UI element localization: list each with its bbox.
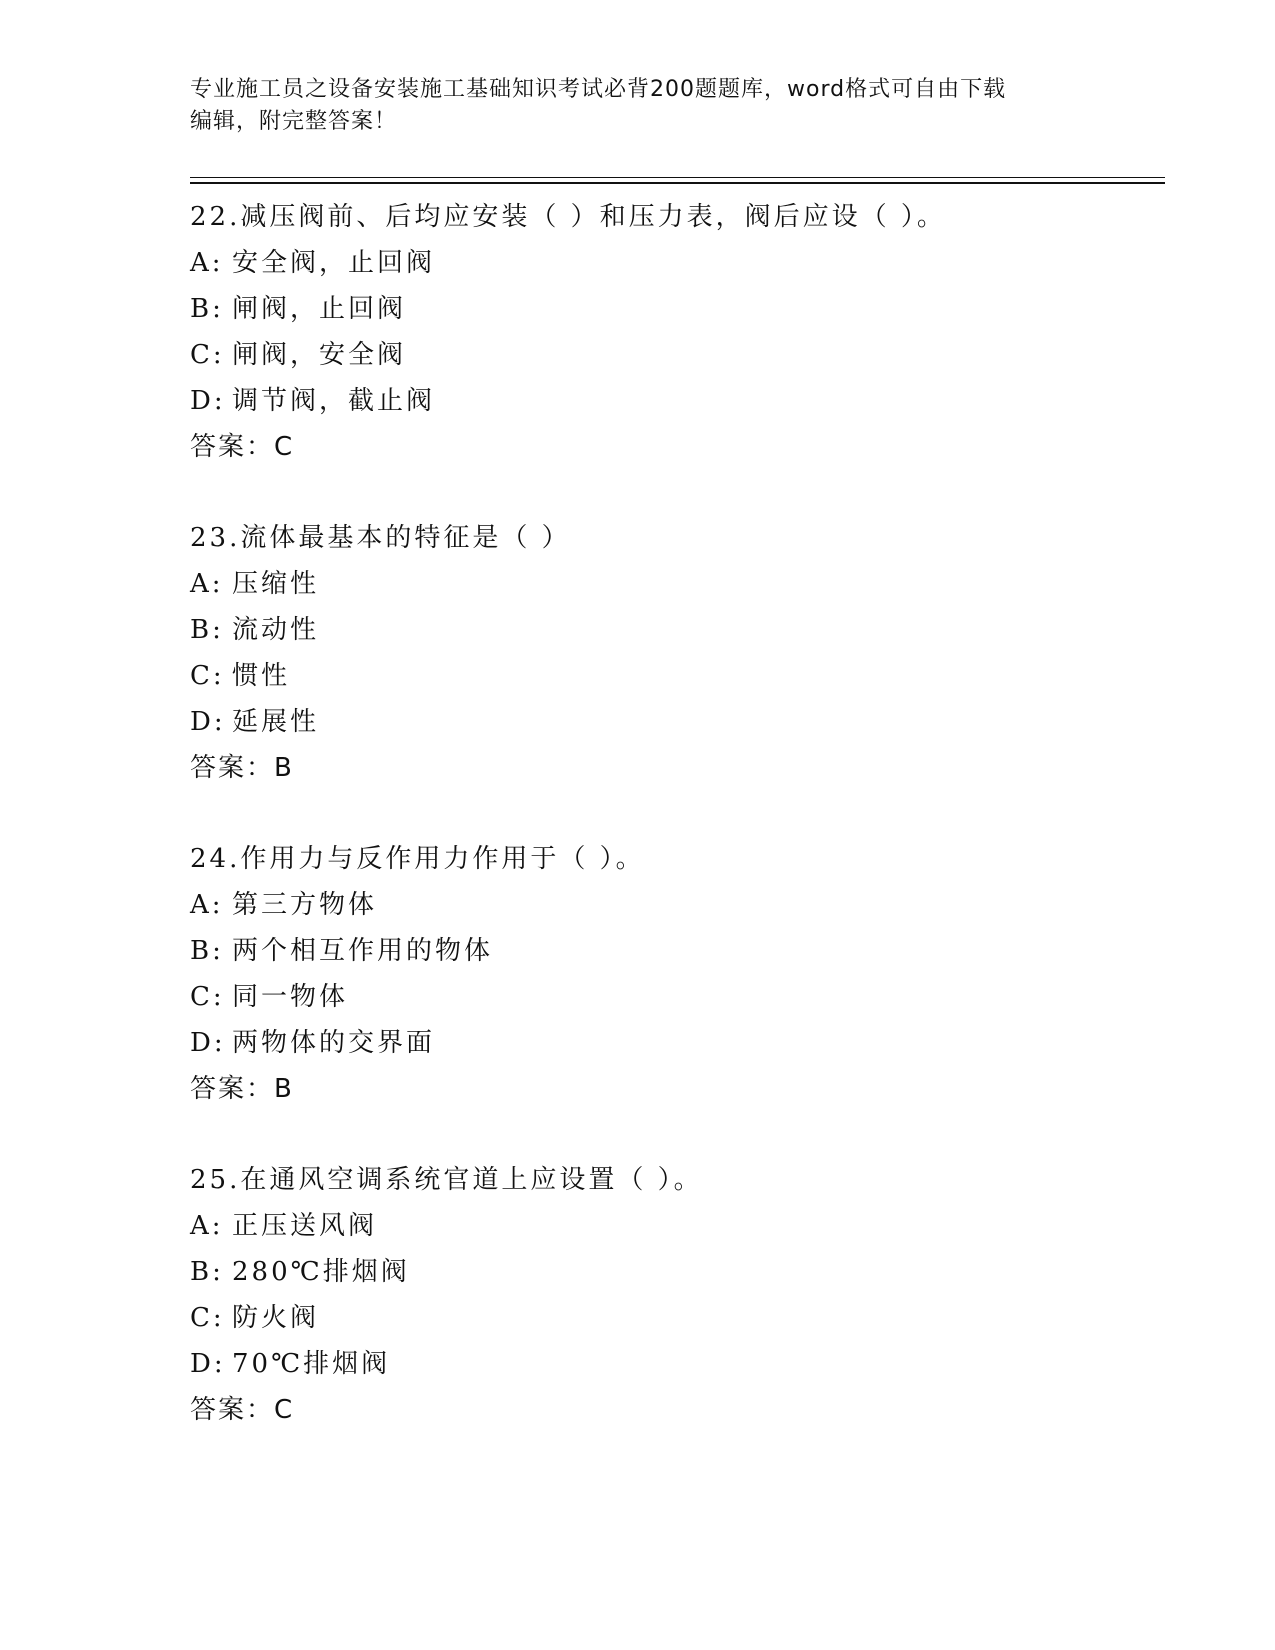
option-b	[190, 286, 1165, 332]
option-text: 流动性	[232, 615, 320, 645]
option-key: B:	[190, 294, 224, 324]
question-stem: 24.作用力与反作用力作用于（ ）。	[190, 844, 645, 874]
header-line-1: 专业施工员之设备安装施工基础知识考试必背200题题库，word格式可自由下载	[190, 77, 1007, 102]
question-block	[190, 1157, 1165, 1433]
question-stem: 23.流体最基本的特征是（ ）	[190, 523, 571, 553]
option-text: 调节阀，截止阀	[232, 386, 436, 416]
header-line-2: 编辑，附完整答案！	[190, 109, 398, 134]
answer-line: 答案：B	[190, 753, 294, 783]
header-divider-thin	[190, 177, 1165, 178]
option-b	[190, 1249, 1165, 1295]
question-stem: 22.减压阀前、后均应安装（ ）和压力表，阀后应设（ ）。	[190, 202, 946, 232]
option-key: A:	[190, 890, 224, 920]
option-text: 闸阀，安全阀	[232, 340, 407, 370]
option-key: A:	[190, 248, 224, 278]
question-block	[190, 836, 1165, 1112]
option-key: D:	[190, 707, 226, 737]
option-a	[190, 240, 1165, 286]
option-text: 惯性	[232, 661, 291, 691]
option-key: A:	[190, 1211, 224, 1241]
option-text: 70℃排烟阀	[232, 1349, 391, 1379]
option-text: 两个相互作用的物体	[232, 936, 494, 966]
answer-line: 答案：C	[190, 432, 295, 462]
option-c	[190, 653, 1165, 699]
option-c	[190, 332, 1165, 378]
option-text: 闸阀，止回阀	[232, 294, 407, 324]
option-text: 防火阀	[232, 1303, 320, 1333]
document-header	[190, 74, 1090, 138]
option-text: 第三方物体	[232, 890, 378, 920]
option-text: 压缩性	[232, 569, 320, 599]
question-block	[190, 194, 1165, 470]
option-key: B:	[190, 1257, 224, 1287]
option-key: D:	[190, 1349, 226, 1379]
option-c	[190, 1295, 1165, 1341]
option-b	[190, 607, 1165, 653]
option-text: 同一物体	[232, 982, 349, 1012]
option-b	[190, 928, 1165, 974]
option-key: D:	[190, 386, 226, 416]
option-a	[190, 561, 1165, 607]
question-stem: 25.在通风空调系统官道上应设置（ ）。	[190, 1165, 703, 1195]
header-divider-thick	[190, 182, 1165, 184]
option-text: 延展性	[232, 707, 320, 737]
option-c	[190, 974, 1165, 1020]
option-text: 280℃排烟阀	[232, 1257, 410, 1287]
option-text: 两物体的交界面	[232, 1028, 436, 1058]
option-key: A:	[190, 569, 224, 599]
option-key: C:	[190, 1303, 225, 1333]
option-d	[190, 1341, 1165, 1387]
option-d	[190, 699, 1165, 745]
option-key: C:	[190, 982, 225, 1012]
option-text: 安全阀，止回阀	[232, 248, 436, 278]
option-a	[190, 1203, 1165, 1249]
option-key: C:	[190, 661, 225, 691]
option-d	[190, 1020, 1165, 1066]
answer-line: 答案：B	[190, 1074, 294, 1104]
option-d	[190, 378, 1165, 424]
answer-line: 答案：C	[190, 1395, 295, 1425]
option-text: 正压送风阀	[232, 1211, 378, 1241]
option-key: B:	[190, 936, 224, 966]
question-block	[190, 515, 1165, 791]
option-key: B:	[190, 615, 224, 645]
option-a	[190, 882, 1165, 928]
option-key: C:	[190, 340, 225, 370]
option-key: D:	[190, 1028, 226, 1058]
